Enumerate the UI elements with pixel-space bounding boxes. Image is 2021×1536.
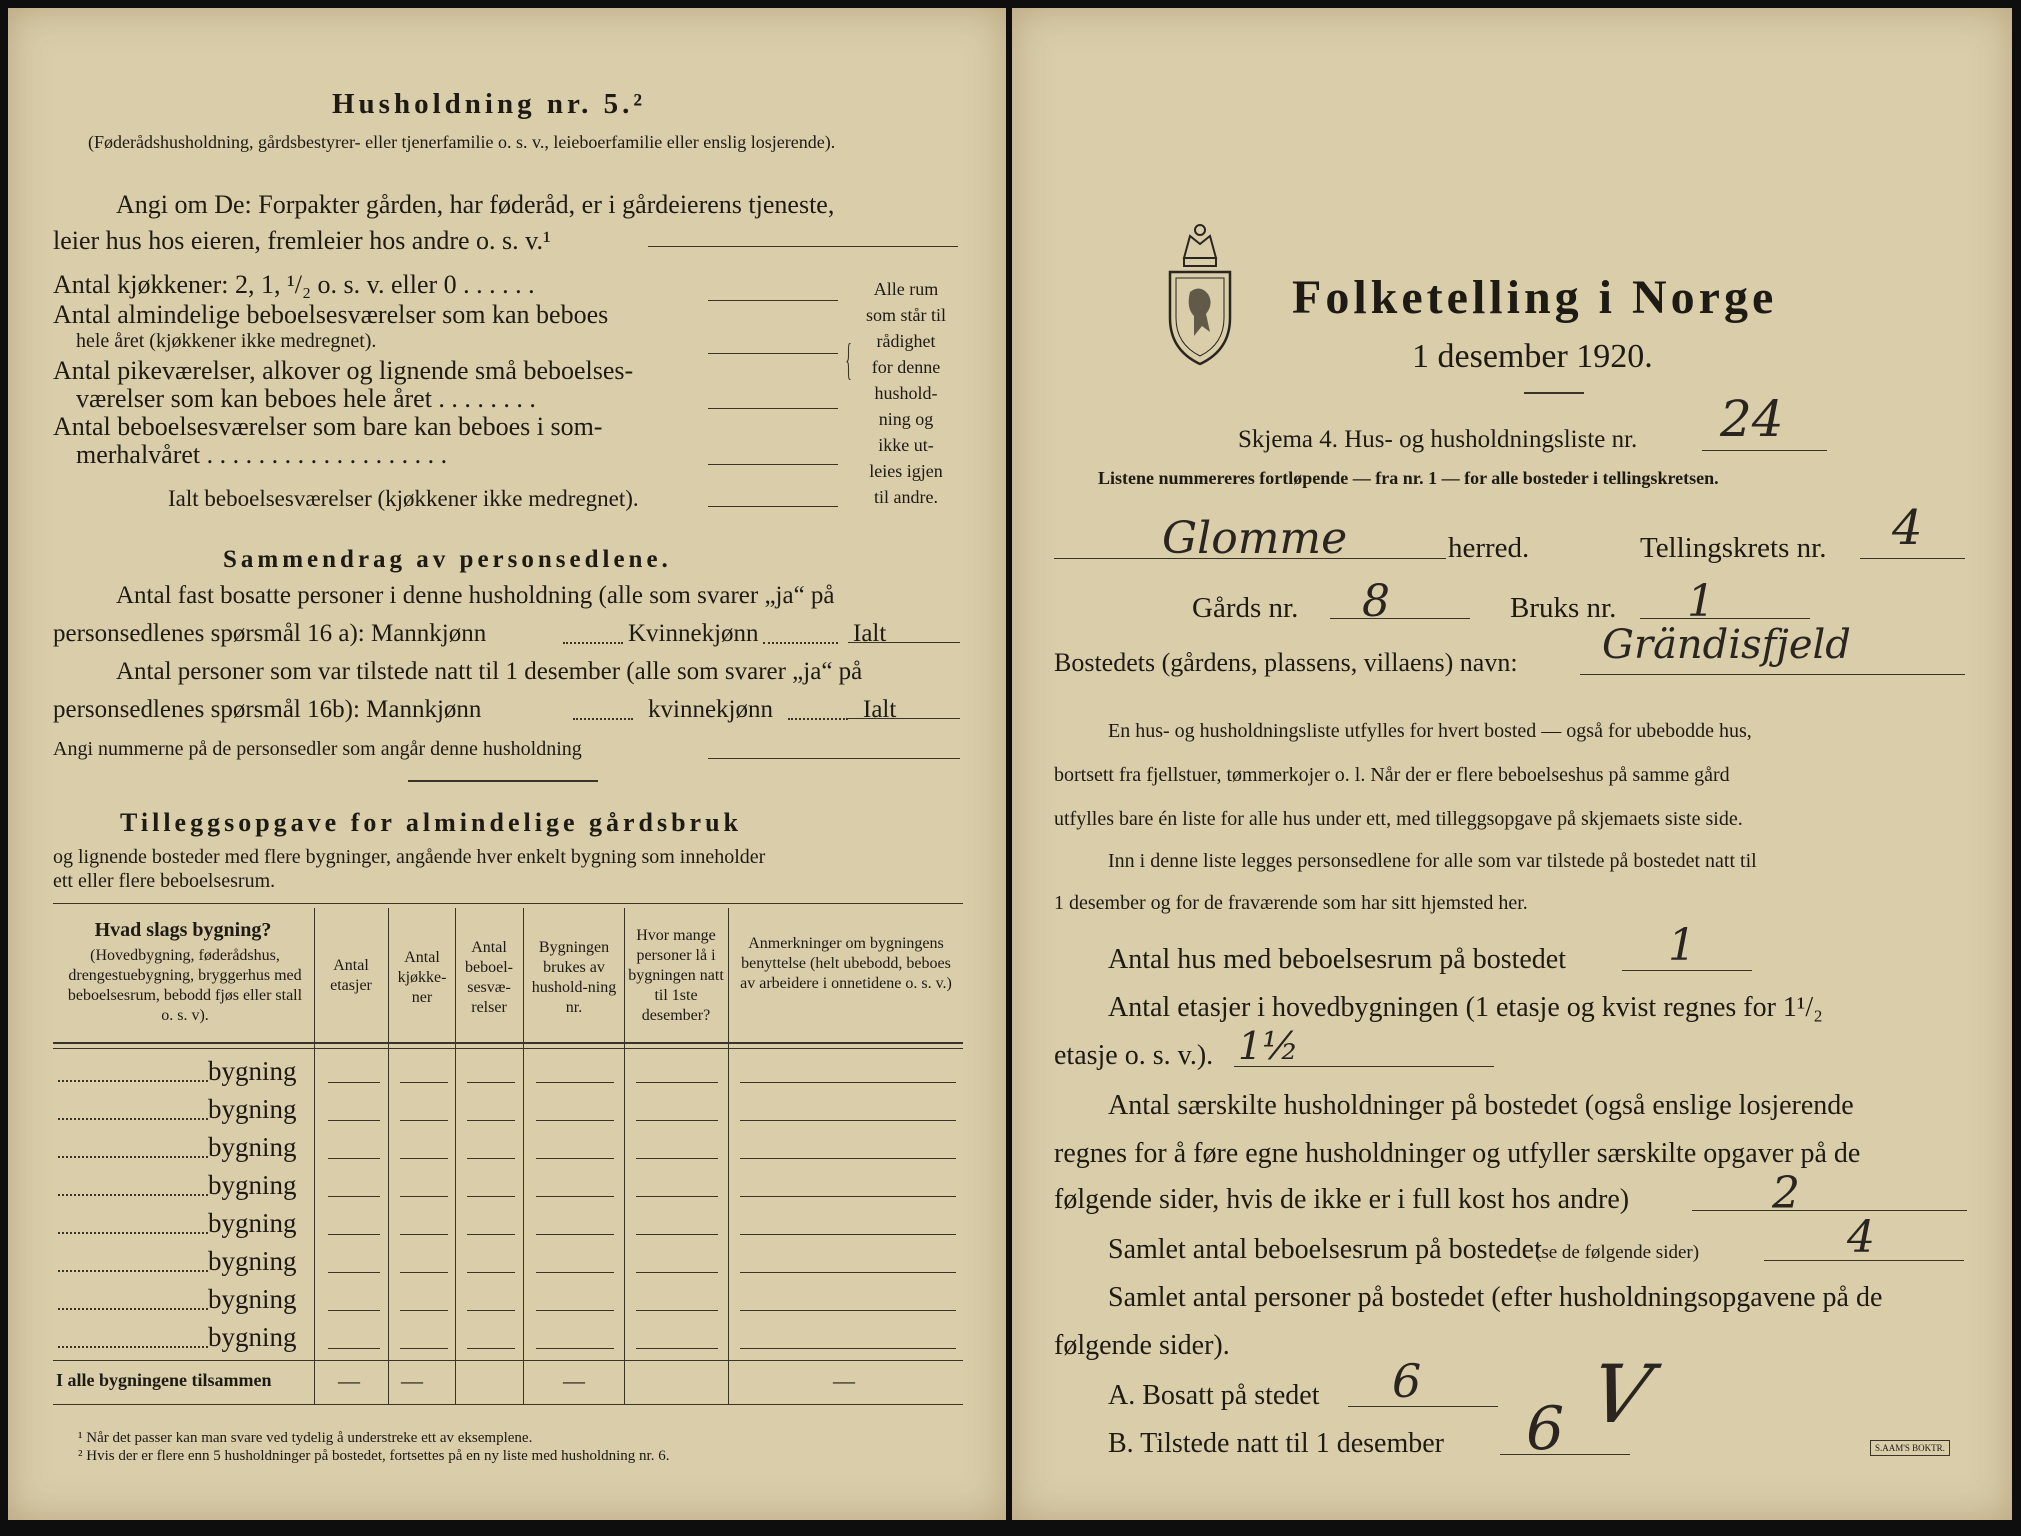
row-cell-line xyxy=(400,1196,448,1197)
row-label: bygning xyxy=(208,1170,297,1200)
row-cell-line xyxy=(467,1310,515,1311)
row-cell-line xyxy=(467,1120,515,1121)
census-title: Folketelling i Norge xyxy=(1292,271,1778,324)
summary-female-2: kvinnekjønn xyxy=(648,696,773,723)
schema-value: 24 xyxy=(1720,390,1784,448)
household-subtitle: (Føderådshusholdning, gårdsbestyrer- eller tjenerfamilie o. s. v., leieboerfamilie eller enslig losjerende). xyxy=(88,132,836,152)
th-building-note: (Hovedbygning, føderådshus, drengestuebygning, bryggerhus med beboelsesrum, bebodd fjøs eller stall o. s. v). xyxy=(67,947,303,1024)
summary-title: Sammendrag av personsedlene. xyxy=(223,546,672,573)
row-cell-line xyxy=(636,1234,718,1235)
table-col-3 xyxy=(455,908,456,1404)
th-remarks: Anmerkninger om bygningens benyttelse (helt ubebodd, beboes av arbeidere i onnetidene o. s. v.) xyxy=(740,935,952,992)
rooms-summer-2: merhalvåret . . . . . . . . . . . . . . . . . . . xyxy=(76,440,448,469)
row-dotline xyxy=(58,1232,208,1234)
total-rooms-line xyxy=(708,506,838,507)
row-dotline xyxy=(58,1308,208,1310)
row-cell-line xyxy=(328,1196,380,1197)
row-cell-line xyxy=(740,1196,956,1197)
total-row-label: I alle bygningene tilsammen xyxy=(56,1370,272,1390)
herred-label: herred. xyxy=(1448,532,1530,564)
row-cell-line xyxy=(740,1310,956,1311)
row-dotline xyxy=(58,1080,208,1082)
row-cell-line xyxy=(467,1158,515,1159)
total-rooms: Ialt beboelsesværelser (kjøkkener ikke medregnet). xyxy=(168,486,639,511)
th-household: Bygningen brukes av hushold-ning nr. xyxy=(531,939,617,1016)
bosatt-label: A. Bosatt på stedet xyxy=(1108,1380,1320,1411)
row-cell-line xyxy=(636,1196,718,1197)
row-cell-line xyxy=(467,1196,515,1197)
row-cell-line xyxy=(536,1082,614,1083)
row-cell-line xyxy=(636,1158,718,1159)
table-col-2 xyxy=(388,908,389,1404)
krets-value: 4 xyxy=(1892,500,1923,556)
tilstede-check: V xyxy=(1583,1348,1658,1441)
rooms-line-2 xyxy=(708,353,838,354)
total-dash-1: — xyxy=(338,1368,360,1393)
husholdninger-value: 2 xyxy=(1772,1168,1800,1219)
row-dotline xyxy=(58,1346,208,1348)
row-cell-line xyxy=(536,1310,614,1311)
husholdninger-line-3: følgende sider, hvis de ikke er i full kost hos andre) xyxy=(1054,1184,1630,1215)
row-cell-line xyxy=(536,1348,614,1349)
row-label: bygning xyxy=(208,1246,297,1276)
table-col-4 xyxy=(523,908,524,1404)
row-cell-line xyxy=(740,1082,956,1083)
row-cell-line xyxy=(536,1120,614,1121)
total-dash-3: — xyxy=(563,1368,585,1393)
row-dotline xyxy=(58,1194,208,1196)
krets-line xyxy=(1860,558,1965,559)
table-bottom-line xyxy=(53,1404,963,1405)
krets-label: Tellingskrets nr. xyxy=(1640,532,1827,564)
etasjer-value: 1½ xyxy=(1238,1024,1300,1068)
census-date: 1 desember 1920. xyxy=(1412,338,1653,375)
tilstede-line xyxy=(1500,1454,1630,1455)
row-dotline xyxy=(58,1270,208,1272)
instruction-4: Inn i denne liste legges personsedlene for alle som var tilstede på bostedet natt til xyxy=(1108,850,1757,872)
summary-total: Ialt xyxy=(853,620,887,647)
row-cell-line xyxy=(636,1348,718,1349)
instruction-3: utfylles bare én liste for alle hus under ett, med tilleggsopgave på skjemaets siste side. xyxy=(1054,808,1743,830)
dotline-1 xyxy=(563,642,623,644)
schema-label: Skjema 4. Hus- og husholdningsliste nr. xyxy=(1238,426,1638,453)
row-cell-line xyxy=(740,1348,956,1349)
row-cell-line xyxy=(400,1234,448,1235)
beboelsesrum-label: Samlet antal beboelsesrum på bostedet xyxy=(1108,1234,1542,1265)
supplement-sub-2: ett eller flere beboelsesrum. xyxy=(53,870,276,892)
rooms-line-1 xyxy=(708,300,838,301)
row-cell-line xyxy=(328,1348,380,1349)
date-divider xyxy=(1524,392,1584,394)
summary-female: Kvinnekjønn xyxy=(628,620,759,647)
printer-stamp: S.AAM'S BOKTR. xyxy=(1870,1440,1950,1456)
rooms-line-4 xyxy=(708,464,838,465)
row-cell-line xyxy=(328,1272,380,1273)
left-page xyxy=(8,8,1006,1520)
bosted-line xyxy=(1580,674,1965,675)
th-persons: Hvor mange personer lå i bygningen natt til 1ste desember? xyxy=(628,927,724,1024)
schema-line xyxy=(1702,450,1827,451)
bosted-label: Bostedets (gårdens, plassens, villaens) navn: xyxy=(1054,648,1518,677)
table-top-line xyxy=(53,903,963,904)
th-kitchens: Antal kjøkke-ner xyxy=(397,949,447,1006)
table-header-line-2 xyxy=(53,1048,963,1049)
instruction-2: bortsett fra fjellstuer, tømmerkojer o. l. Når der er flere beboelseshus på samme gård xyxy=(1054,764,1730,786)
etasjer-line-2: etasje o. s. v.). xyxy=(1054,1040,1214,1071)
bruks-value: 1 xyxy=(1687,576,1715,627)
row-dotline xyxy=(58,1156,208,1158)
row-cell-line xyxy=(536,1272,614,1273)
row-cell-line xyxy=(636,1310,718,1311)
rooms-ordinary-2: hele året (kjøkkener ikke medregnet). xyxy=(76,330,377,352)
row-cell-line xyxy=(740,1158,956,1159)
row-label: bygning xyxy=(208,1056,297,1086)
th-building-type: Hvad slags bygning? xyxy=(94,919,272,941)
beboelsesrum-value: 4 xyxy=(1847,1212,1875,1263)
row-label: bygning xyxy=(208,1208,297,1238)
row-cell-line xyxy=(328,1082,380,1083)
row-cell-line xyxy=(328,1234,380,1235)
instruction-5: 1 desember og for de fraværende som har sitt hjemsted her. xyxy=(1054,892,1528,914)
tilstede-value: 6 xyxy=(1526,1394,1565,1464)
question-line-2: leier hus hos eieren, fremleier hos andre o. s. v.¹ xyxy=(53,226,551,255)
row-label: bygning xyxy=(208,1284,297,1314)
row-cell-line xyxy=(400,1120,448,1121)
row-cell-line xyxy=(536,1196,614,1197)
row-cell-line xyxy=(636,1272,718,1273)
row-cell-line xyxy=(400,1272,448,1273)
row-cell-line xyxy=(740,1272,956,1273)
husholdninger-line-2: regnes for å føre egne husholdninger og utfyller særskilte opgaver på de xyxy=(1054,1138,1861,1169)
row-label: bygning xyxy=(208,1132,297,1162)
row-cell-line xyxy=(400,1348,448,1349)
th-rooms: Antal beboel-sesvæ-relser xyxy=(465,939,513,1016)
table-col-6 xyxy=(728,908,729,1404)
table-total-top xyxy=(53,1360,963,1361)
husholdninger-line xyxy=(1692,1210,1967,1211)
bruks-label: Bruks nr. xyxy=(1510,592,1617,624)
rooms-kitchens: Antal kjøkkener: 2, 1, ¹/₂ o. s. v. eller 0 . . . . . . xyxy=(53,270,535,299)
bosted-value: Grändisfjeld xyxy=(1602,622,1851,668)
dotline-4 xyxy=(788,718,848,720)
row-cell-line xyxy=(740,1234,956,1235)
brace-note: Alle rum som står til rådighet for denne hushold- ning og ikke ut- leies igjen til andre. xyxy=(866,279,946,507)
dotline-2 xyxy=(763,642,838,644)
rooms-ordinary: Antal almindelige beboelsesværelser som kan beboes xyxy=(53,300,609,329)
etasjer-line-1: Antal etasjer i hovedbygningen (1 etasje og kvist regnes for 1¹/₂ xyxy=(1108,992,1823,1023)
row-cell-line xyxy=(467,1348,515,1349)
dotline-3 xyxy=(573,718,633,720)
row-cell-line xyxy=(536,1234,614,1235)
question-line-1: Angi om De: Forpakter gården, har føderåd, er i gårdeierens tjeneste, xyxy=(116,190,835,219)
hus-label: Antal hus med beboelsesrum på bostedet xyxy=(1108,944,1567,975)
rooms-small-2: værelser som kan beboes hele året . . . . . . . . xyxy=(76,384,536,413)
right-page xyxy=(1012,8,2012,1520)
row-cell-line xyxy=(400,1158,448,1159)
rooms-small: Antal pikeværelser, alkover og lignende små beboelses- xyxy=(53,356,634,385)
bosatt-line xyxy=(1348,1406,1498,1407)
gards-value: 8 xyxy=(1362,576,1390,627)
rooms-line-3 xyxy=(708,408,838,409)
herred-value: Glomme xyxy=(1162,513,1348,564)
row-cell-line xyxy=(740,1120,956,1121)
divider xyxy=(408,780,598,782)
row-cell-line xyxy=(467,1272,515,1273)
beboelsesrum-note: (se de følgende sider) xyxy=(1535,1242,1700,1263)
numbers-line xyxy=(708,758,960,759)
total-dash-4: — xyxy=(833,1368,855,1393)
row-label: bygning xyxy=(208,1094,297,1124)
gards-line xyxy=(1330,618,1470,619)
summary-total-line-2 xyxy=(848,718,960,719)
summary-line-4: personsedlenes spørsmål 16b): Mannkjønn xyxy=(53,696,482,723)
footnote-2: ² Hvis der er flere enn 5 husholdninger på bostedet, fortsettes på en ny liste med husholdning nr. 6. xyxy=(78,1448,670,1464)
table-header-line xyxy=(53,1042,963,1044)
rooms-summer: Antal beboelsesværelser som bare kan beboes i som- xyxy=(53,412,603,441)
tilstede-label: B. Tilstede natt til 1 desember xyxy=(1108,1428,1444,1459)
instruction-1: En hus- og husholdningsliste utfylles for hvert bosted — også for ubebodde hus, xyxy=(1108,720,1752,742)
row-cell-line xyxy=(328,1158,380,1159)
answer-line xyxy=(648,246,958,247)
row-cell-line xyxy=(536,1158,614,1159)
row-cell-line xyxy=(328,1310,380,1311)
numbering-note: Listene nummereres fortløpende — fra nr. 1 — for alle bosteder i tellingskretsen. xyxy=(1098,468,1719,488)
row-cell-line xyxy=(636,1082,718,1083)
household-title: Husholdning nr. 5.² xyxy=(332,88,647,120)
supplement-sub-1: og lignende bosteder med flere bygninger, angående hver enkelt bygning som inneholder xyxy=(53,846,766,868)
summary-total-line xyxy=(848,642,960,643)
coat-of-arms-icon xyxy=(1164,218,1236,368)
th-floors: Antal etasjer xyxy=(330,957,372,994)
row-cell-line xyxy=(467,1082,515,1083)
total-dash-2: — xyxy=(401,1368,423,1393)
row-cell-line xyxy=(400,1082,448,1083)
brace-icon: { xyxy=(845,335,852,384)
row-cell-line xyxy=(400,1310,448,1311)
row-cell-line xyxy=(636,1120,718,1121)
table-col-5 xyxy=(624,908,625,1404)
row-dotline xyxy=(58,1118,208,1120)
gards-label: Gårds nr. xyxy=(1192,592,1299,624)
husholdninger-line-1: Antal særskilte husholdninger på bostedet (også enslige losjerende xyxy=(1108,1090,1854,1121)
row-cell-line xyxy=(328,1120,380,1121)
summary-line-5: Angi nummerne på de personsedler som angår denne husholdning xyxy=(53,738,582,760)
hus-value: 1 xyxy=(1668,920,1696,971)
summary-total-2: Ialt xyxy=(863,696,897,723)
summary-line-3: Antal personer som var tilstede natt til 1 desember (alle som svarer „ja“ på xyxy=(116,658,863,685)
personer-line-2: følgende sider). xyxy=(1054,1330,1230,1361)
personer-line-1: Samlet antal personer på bostedet (efter husholdningsopgavene på de xyxy=(1108,1282,1883,1313)
table-col-1 xyxy=(314,908,315,1404)
supplement-title: Tilleggsopgave for almindelige gårdsbruk xyxy=(120,808,743,837)
row-cell-line xyxy=(467,1234,515,1235)
summary-line-1: Antal fast bosatte personer i denne husholdning (alle som svarer „ja“ på xyxy=(116,582,835,609)
bosatt-value: 6 xyxy=(1392,1354,1422,1408)
bruks-line xyxy=(1640,618,1810,619)
summary-line-2: personsedlenes spørsmål 16 a): Mannkjønn xyxy=(53,620,487,647)
footnote-1: ¹ Når det passer kan man svare ved tydelig å understreke ett av eksemplene. xyxy=(78,1430,533,1446)
row-label: bygning xyxy=(208,1322,297,1352)
